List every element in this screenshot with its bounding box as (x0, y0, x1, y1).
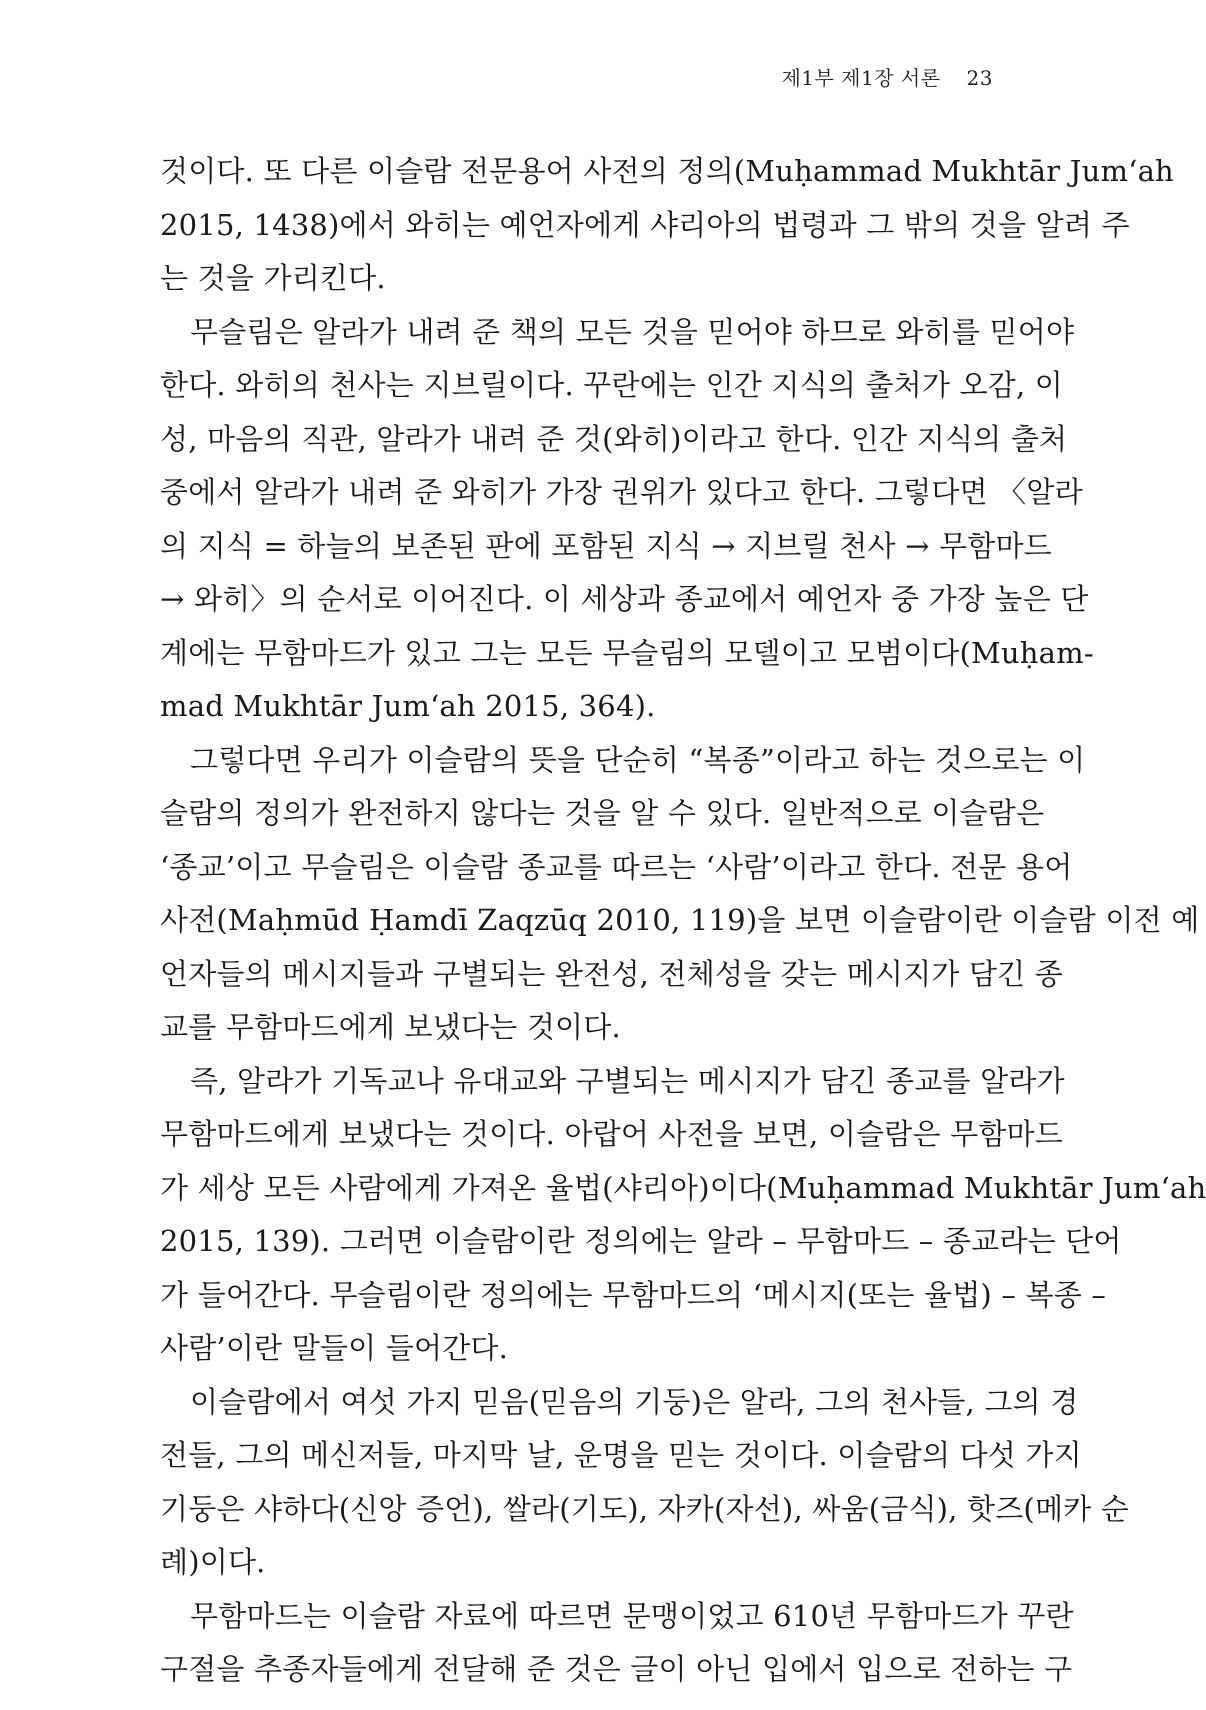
text-line: 기둥은 샤하다(신앙 증언), 쌀라(기도), 자카(자선), 싸움(금식), 핫즈(메카 순 (160, 1491, 1130, 1526)
text-line: 그렇다면 우리가 이슬람의 뜻을 단순히 “복종”이라고 하는 것으로는 이 (190, 742, 1086, 777)
text-line: 사람’이란 말들이 들어간다. (160, 1331, 509, 1365)
text-line: 교를 무함마드에게 보냈다는 것이다. (160, 1010, 621, 1044)
running-header (781, 62, 993, 91)
text-line: ‘종교’이고 무슬림은 이슬람 종교를 따르는 ‘사람’이라고 한다. 전문 용어 (160, 849, 1073, 884)
text-line: 한다. 와히의 천사는 지브릴이다. 꾸란에는 인간 지식의 출처가 오감, 이 (160, 368, 1064, 402)
text-line: 중에서 알라가 내려 준 와히가 가장 권위가 있다고 한다. 그렇다면 〈알라 (160, 475, 1083, 509)
text-line: 즉, 알라가 기독교나 유대교와 구별되는 메시지가 담긴 종교를 알라가 (190, 1063, 1065, 1098)
text-line: 슬람의 정의가 완전하지 않다는 것을 알 수 있다. 일반적으로 이슬람은 (160, 796, 1045, 830)
page-number: 23 (966, 66, 993, 90)
text-line: 의 지식 = 하늘의 보존된 판에 포함된 지식 → 지브릴 천사 → 무함마드 (160, 528, 1052, 563)
text-line: 무함마드는 이슬람 자료에 따르면 문맹이었고 610년 무함마드가 꾸란 (190, 1598, 1074, 1633)
body-text (160, 145, 1206, 1697)
text-line: 례)이다. (160, 1545, 266, 1579)
text-line: 성, 마음의 직관, 알라가 내려 준 것(와히)이라고 한다. 인간 지식의 출처 (160, 421, 1068, 456)
text-line: → 와히〉의 순서로 이어진다. 이 세상과 종교에서 예언자 중 가장 높은 단 (160, 582, 1089, 616)
text-line: 무슬림은 알라가 내려 준 책의 모든 것을 믿어야 하므로 와히를 믿어야 (190, 314, 1075, 349)
text-line: 것이다. 또 다른 이슬람 전문용어 사전의 정의(Muḥammad Mukhtār Jum‘ah (160, 154, 1174, 188)
text-line: 언자들의 메시지들과 구별되는 완전성, 전체성을 갖는 메시지가 담긴 종 (160, 956, 1063, 991)
text-line: 무함마드에게 보냈다는 것이다. 아랍어 사전을 보면, 이슬람은 무함마드 (160, 1117, 1063, 1151)
text-line: 가 들어간다. 무슬림이란 정의에는 무함마드의 ‘메시지(또는 율법) – 복종 – (160, 1277, 1107, 1312)
text-line: 사전(Maḥmūd Ḥamdī Zaqzūq 2010, 119)을 보면 이슬람이란 이슬람 이전 예 (160, 903, 1200, 937)
text-line: 가 세상 모든 사람에게 가져온 율법(샤리아)이다(Muḥammad Mukhtār Jum‘ah (160, 1170, 1206, 1205)
chapter-title: 제1부 제1장 서론 (781, 66, 941, 90)
text-line: 이슬람에서 여섯 가지 믿음(믿음의 기둥)은 알라, 그의 천사들, 그의 경 (190, 1384, 1079, 1419)
text-line: mad Mukhtār Jum‘ah 2015, 364). (160, 689, 656, 723)
text-line: 구절을 추종자들에게 전달해 준 것은 글이 아닌 입에서 입으로 전하는 구 (160, 1652, 1073, 1686)
text-line: 2015, 1438)에서 와히는 예언자에게 샤리아의 법령과 그 밖의 것을 알려 주 (160, 207, 1130, 242)
text-line: 전들, 그의 메신저들, 마지막 날, 운명을 믿는 것이다. 이슬람의 다섯 가지 (160, 1438, 1082, 1472)
text-line: 는 것을 가리킨다. (160, 261, 386, 295)
text-line: 계에는 무함마드가 있고 그는 모든 무슬림의 모델이고 모범이다(Muḥam- (160, 635, 1094, 670)
text-line: 2015, 139). 그러면 이슬람이란 정의에는 알라 – 무함마드 – 종교라는 단어 (160, 1224, 1122, 1258)
